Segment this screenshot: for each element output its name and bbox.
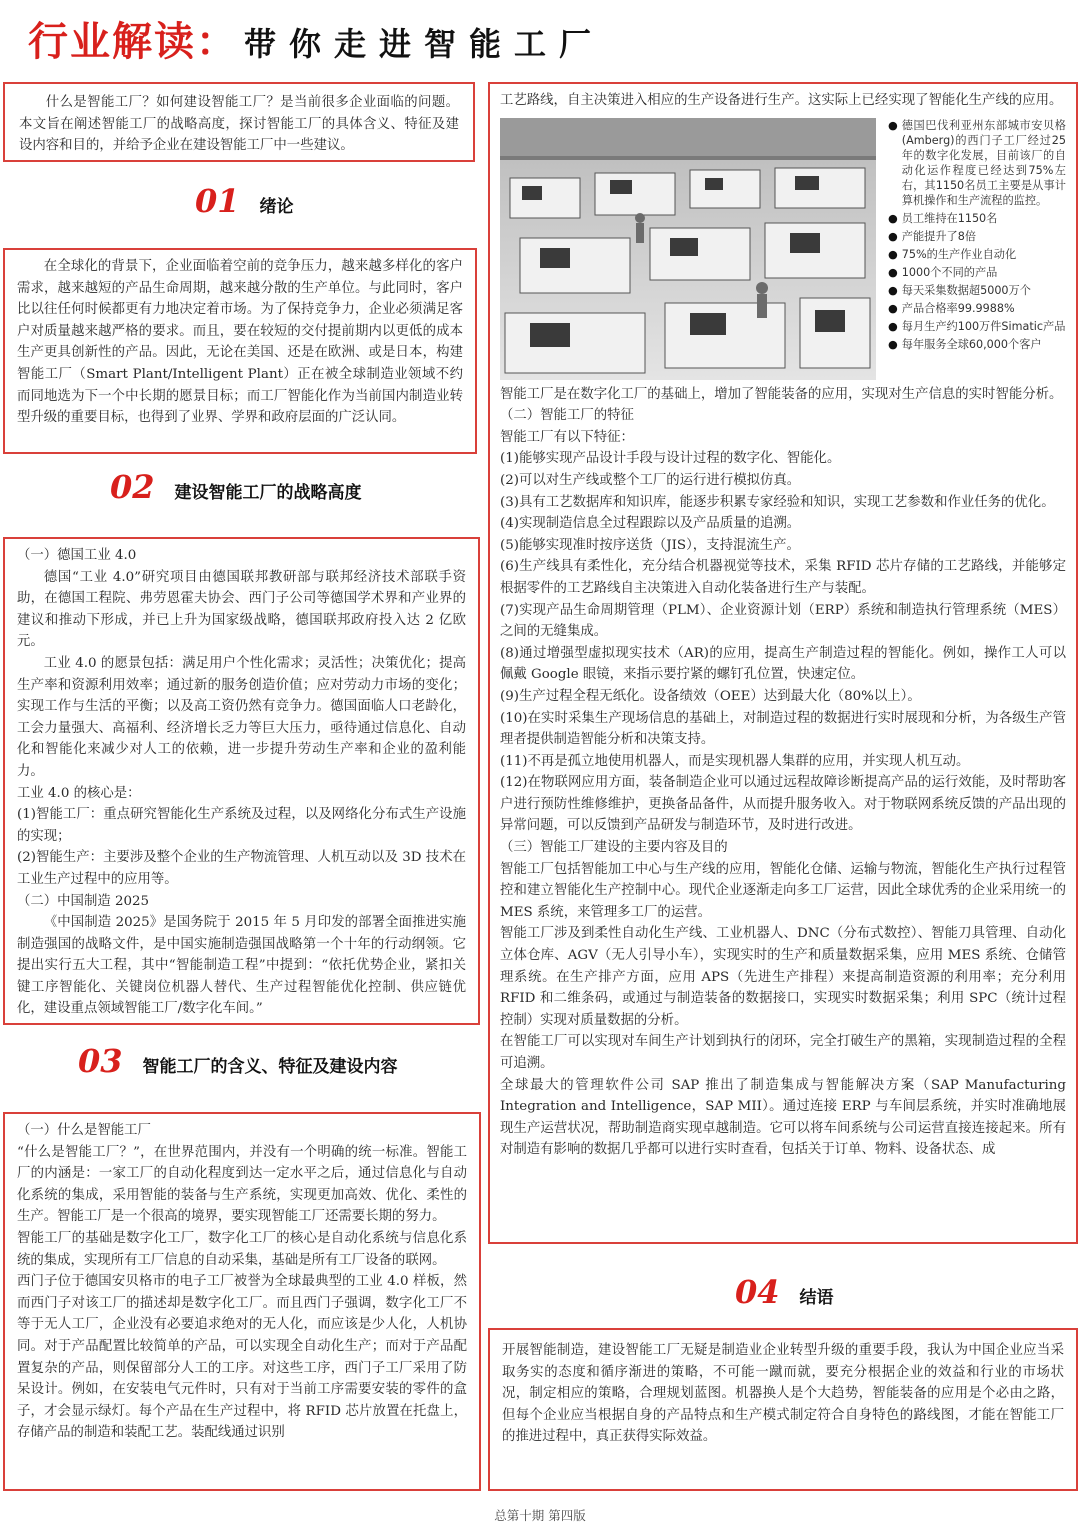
s2-heading-2: （二）中国制造 2025 <box>17 893 150 909</box>
page-footer: 总第十期 第四版 <box>494 1508 586 1523</box>
fact-item <box>888 211 1066 226</box>
feature-item: (4)实现制造信息全过程跟踪以及产品质量的追溯。 <box>500 516 801 532</box>
fact-item <box>888 118 1066 208</box>
header-title: 带你走进智能工厂 <box>244 25 605 63</box>
s2-paragraph: (2)智能生产：主要涉及整个企业的生产物流管理、人机互动以及 3D 技术在工业生产过程中的应用等。 <box>17 850 466 887</box>
feature-item: (3)具有工艺数据库和知识库，能逐步积累专家经验和知识，实现工艺参数和作业任务的优化。 <box>500 494 1055 510</box>
section-title: 智能工厂的含义、特征及建设内容 <box>142 1057 398 1077</box>
feature-item: (2)可以对生产线或整个工厂的运行进行模拟仿真。 <box>500 472 801 488</box>
fact-text: 75%的生产作业自动化 <box>901 247 1017 261</box>
intro-box <box>3 82 475 162</box>
right-paragraph: 智能工厂包括智能加工中心与生产线的应用，智能化仓储、运输与物流，智能化生产执行过程管控和建立智能化生产控制中心。现代企业逐渐走向多工厂运营，因此全球优秀的企业采用统一的 MES 系统，来管理多工厂的运营。 <box>500 861 1066 920</box>
section-title: 建设智能工厂的战略高度 <box>174 483 362 503</box>
right-heading: （二）智能工厂的特征 <box>500 408 634 424</box>
right-paragraph: 在智能工厂可以实现对车间生产计划到执行的闭环，完全打破生产的黑箱，实现制造过程的全程可追溯。 <box>500 1034 1066 1071</box>
bullet-icon: ● <box>888 229 898 243</box>
s1-text: 在全球化的背景下，企业面临着空前的竞争压力，越来越多样化的客户需求，越来越短的产品生命周期，越来越分散的生产单位。与此同时，客户比以往任何时候都更有力地决定着市场。为了保持竞争力，企业必须满足客户对质量越来越严格的要求。而且，要在较短的交付提前期内以更低的成本生产更具创新性的产品。因此，无论在美国、还是在欧洲、或是日本，构建智能工厂（Smart Plant/Intelligent Plant）正在被全球制造业领域不约而同地选为下一个中长期的愿景目标；而工厂智能化作为当前国内制造业转型升级的重要目标，也得到了业界、学界和政府层面的广泛认同。 <box>17 259 463 426</box>
header-lead: 行业解读： <box>28 18 238 65</box>
section-03-heading <box>78 1042 398 1080</box>
bullet-icon: ● <box>888 211 898 225</box>
feature-item: (8)通过增强型虚拟现实技术（AR)的应用，提高生产制造过程的智能化。例如，操作工人可以佩戴 Google 眼镜，来指示要拧紧的螺钉孔位置，快速定位。 <box>500 645 1066 683</box>
s2-heading-1: （一）德国工业 4.0 <box>17 548 137 563</box>
s2-paragraph: 《中国制造 2025》是国务院于 2015 年 5 月印发的部署全面推进实施制造强国的战略文件，是中国实施制造强国战略第一个十年的行动纲领。它提出实行五大工程，其中“智能制造工程”中提到：“依托优势企业，紧扣关键工序智能化、关键岗位机器人替代、生产过程智能优化控制、供应链优化，建设重点领域智能工厂/数字化车间。” <box>17 915 466 1017</box>
section-title: 绪论 <box>259 197 294 217</box>
s3-heading-1: （一）什么是智能工厂 <box>17 1123 151 1138</box>
right-column-box <box>488 82 1078 1244</box>
fact-text: 员工维持在1150名 <box>901 211 998 225</box>
intro-text: 什么是智能工厂？如何建设智能工厂？是当前很多企业面临的问题。本文旨在阐述智能工厂的战略高度，探讨智能工厂的具体含义、特征及建设内容和目的，并给予企业在建设智能工厂中一些建议。 <box>19 95 459 154</box>
section-title: 结语 <box>799 1288 834 1308</box>
feature-item: (10)在实时采集生产现场信息的基础上，对制造过程的数据进行实时展现和分析，为各级生产管理者提供制造智能分析和决策支持。 <box>500 710 1066 748</box>
feature-item: (6)生产线具有柔性化，充分结合机器视觉等技术，采集 RFID 芯片存储的工艺路线，并能够定根据零件的工艺路线自主决策进入自动化装备进行生产与装配。 <box>500 559 1066 596</box>
fact-item <box>888 265 1066 280</box>
section-number: 01 <box>195 182 240 220</box>
right-paragraph: 工艺路线，自主决策进入相应的生产设备进行生产。这实际上已经实现了智能化生产线的应用。 <box>500 93 1063 108</box>
s3-paragraph: 西门子位于德国安贝格市的电子工厂被誉为全球最典型的工业 4.0 样板，然而西门子对该工厂的描述却是数字化工厂。而且西门子强调，数字化工厂不等于无人工厂，企业没有必要追求绝对的无人化，而应该是少人化，人机协同。对于产品配置比较简单的产品，可以实现全自动化生产；而对于产品配置复杂的产品，则保留部分人工的工序。对这些工序，西门子工厂采用了防呆设计。例如，在安装电气元件时，只有对于当前工序需要安装的零件的盒子，才会显示绿灯。每个产品在生产过程中，将 RFID 芯片放置在托盘上，存储产品的制造和装配工艺。装配线通过识别 <box>17 1274 467 1441</box>
fact-text: 产品合格率99.9988% <box>901 301 1015 315</box>
fact-text: 每月生产约100万件Simatic产品 <box>901 319 1066 333</box>
section-number: 04 <box>735 1273 780 1311</box>
fact-text: 每天采集数据超5000万个 <box>901 283 1031 297</box>
fact-text: 产能提升了8倍 <box>901 229 977 243</box>
section-02-heading <box>110 468 362 506</box>
fact-item <box>888 337 1066 352</box>
right-paragraph: 智能工厂是在数字化工厂的基础上，增加了智能装备的应用，实现对生产信息的实时智能分析。 <box>500 386 1063 402</box>
fact-item <box>888 229 1066 244</box>
feature-item: (7)实现产品生命周期管理（PLM）、企业资源计划（ERP）系统和制造执行管理系统（MES）之间的无缝集成。 <box>500 602 1066 640</box>
right-paragraph: 智能工厂有以下特征： <box>500 429 634 445</box>
bullet-icon: ● <box>888 283 898 297</box>
fact-text: 德国巴伐利亚州东部城市安贝格(Amberg)的西门子工厂经过25年的数字化发展，目前该厂的自动化运作程度已经达到75%左右，其1150名员工主要是从事计算机操作和生产流程的监控。 <box>901 118 1066 207</box>
factory-photo <box>500 118 876 380</box>
fact-item <box>888 247 1066 262</box>
bullet-icon: ● <box>888 337 898 351</box>
feature-item: (12)在物联网应用方面，装备制造企业可以通过远程故障诊断提高产品的运行效能，及时帮助客户进行预防性维修维护，更换备品备件，从而提升服务收入。对于物联网系统反馈的产品出现的异常问题，可以反馈到产品研发与制造环节，及时进行改进。 <box>500 775 1066 834</box>
feature-item: (9)生产过程全程无纸化。设备绩效（OEE）达到最大化（80%以上）。 <box>500 688 921 704</box>
amberg-figure <box>500 118 1066 380</box>
right-paragraph: 全球最大的管理软件公司 SAP 推出了制造集成与智能解决方案（SAP Manufacturing Integration and Intelligence，SAP MII）。通过连接 ERP 与车间层系统，并实时准确地展现生产运营状况，帮助制造商实现卓越制造。它可以将车间系统与公司运营直接连接起来。所有对制造有影响的数据几乎都可以进行实时查看，包括关于订单、物料、设备状态、成 <box>500 1077 1066 1158</box>
section-01-box <box>3 248 477 454</box>
s4-text: 开展智能制造，建设智能工厂无疑是制造业企业转型升级的重要手段，我认为中国企业应当采取务实的态度和循序渐进的策略，不可能一蹴而就，要充分根据企业的效益和行业的市场状况，制定相应的策略，合理规划蓝图。机器换人是个大趋势，智能装备的应用是个必由之路，但每个企业应当根据自身的产品特点和生产模式制定符合自身特色的路线图，才能在智能工厂的推进过程中，真正获得实际效益。 <box>502 1343 1064 1445</box>
section-03-box <box>3 1112 481 1491</box>
s2-paragraph: 工业 4.0 的愿景包括：满足用户个性化需求；灵活性；决策优化；提高生产率和资源利用效率；通过新的服务创造价值；应对劳动力市场的变化；实现工作与生活的平衡；以及高工资仍然有竞争力。德国面临人口老龄化，工会力量强大、高福利、经济增长乏力等巨大压力，亟待通过信息化、自动化和智能化来减少对人工的依赖，进一步提升劳动生产率和企业的盈利能力。 <box>17 655 466 779</box>
bullet-icon: ● <box>888 301 898 315</box>
section-04-heading <box>735 1273 834 1311</box>
bullet-icon: ● <box>888 247 898 261</box>
fact-item <box>888 319 1066 334</box>
s2-paragraph: (1)智能工厂：重点研究智能化生产系统及过程，以及网络化分布式生产设施的实现； <box>17 807 466 844</box>
section-number: 03 <box>78 1042 123 1080</box>
right-paragraph: 智能工厂涉及到柔性自动化生产线、工业机器人、DNC（分布式数控）、智能刀具管理、自动化立体仓库、AGV（无人引导小车），实现实时的生产和质量数据采集，应用 MES 系统、仓储管理系统。在生产排产方面，应用 APS（先进生产排程）来提高制造资源的利用率；充分利用 RFID 和二维条码，或通过与制造装备的数据接口，实现实时数据采集；利用 SPC（统计过程控制）实现对质量数据的分析。 <box>500 926 1066 1028</box>
s3-paragraph: “什么是智能工厂？”，在世界范围内，并没有一个明确的统一标准。智能工厂的内涵是：一家工厂的自动化程度到达一定水平之后，通过信息化与自动化系统的集成，采用智能的装备与生产系统，实现更加高效、优化、柔性的生产。智能工厂是一个很高的境界，要实现智能工厂还需要长期的努力。 <box>17 1144 467 1225</box>
section-number: 02 <box>110 468 155 506</box>
fact-item <box>888 301 1066 316</box>
amberg-facts-list <box>876 118 1066 380</box>
feature-item: (11)不再是孤立地使用机器人，而是实现机器人集群的应用，并实现人机互动。 <box>500 753 970 769</box>
section-04-box <box>488 1328 1078 1491</box>
page-header <box>28 10 604 70</box>
section-01-heading <box>195 182 294 220</box>
fact-text: 每年服务全球60,000个客户 <box>901 337 1042 351</box>
right-heading: （三）智能工厂建设的主要内容及目的 <box>500 840 728 856</box>
feature-item: (1)能够实现产品设计手段与设计过程的数字化、智能化。 <box>500 451 841 467</box>
bullet-icon: ● <box>888 319 898 333</box>
feature-item: (5)能够实现准时按序送货（JIS），支持混流生产。 <box>500 537 800 553</box>
fact-item <box>888 283 1066 298</box>
fact-text: 1000个不同的产品 <box>901 265 998 279</box>
bullet-icon: ● <box>888 118 898 132</box>
bullet-icon: ● <box>888 265 898 279</box>
section-02-box <box>3 537 480 1025</box>
s3-paragraph: 智能工厂的基础是数字化工厂，数字化工厂的核心是自动化系统与信息化系统的集成，实现所有工厂信息的自动采集，基础是所有工厂设备的联网。 <box>17 1230 467 1268</box>
s2-paragraph: 工业 4.0 的核心是： <box>17 785 141 801</box>
s2-paragraph: 德国“工业 4.0”研究项目由德国联邦教研部与联邦经济技术部联手资助，在德国工程院、弗劳恩霍夫协会、西门子公司等德国学术界和产业界的建议和推动下形成，并已上升为国家级战略，德国联邦政府投入达 2 亿欧元。 <box>17 569 466 650</box>
